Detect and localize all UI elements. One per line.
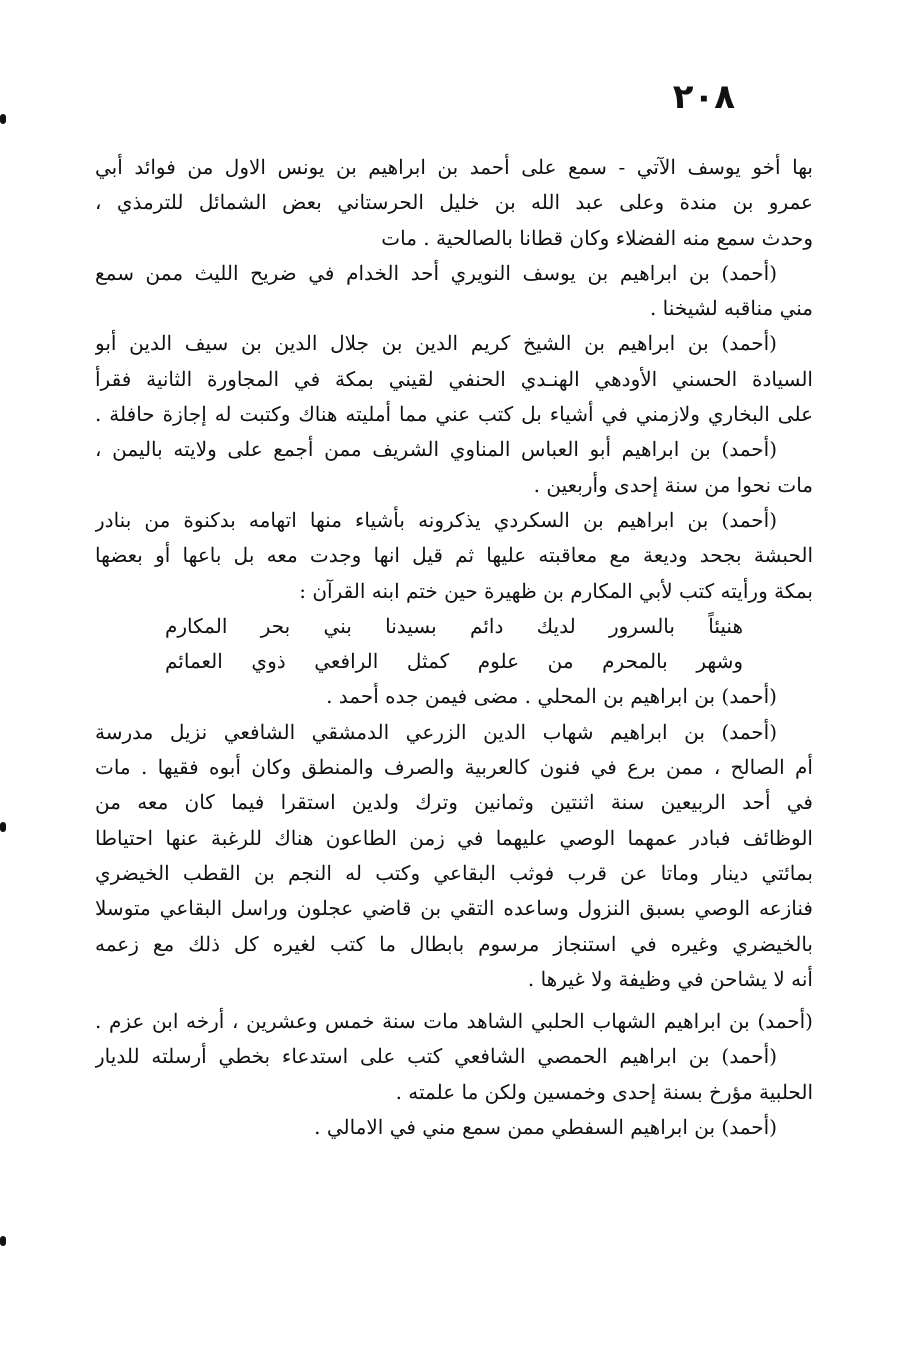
biography-entry: [95, 1039, 813, 1110]
biography-entry: [95, 432, 813, 503]
text-line: (أحمد) بن ابراهيم الشهاب الحلبي الشاهد مات سنة خمس وعشرين ، أرخه ابن عزم .: [95, 1009, 813, 1034]
text-line: مات نحوا من سنة إحدى وأربعين .: [533, 472, 813, 497]
text-line: في أحد الربيعين سنة اثنتين وثمانين وترك ولدين استقرا فيما كان معه من: [95, 790, 813, 815]
text-line: وحدث سمع منه الفضلاء وكان قطانا بالصالحية . مات: [381, 225, 813, 250]
verse-line: وشهر بالمحرم من علوم كمثل الرافعي ذوي العمائم: [165, 649, 743, 674]
text-line: السيادة الحسني الأودهي الهنـدي الحنفي لقيني بمكة في المجاورة الثانية فقرأ: [95, 366, 813, 391]
biography-entry: [95, 256, 813, 327]
scan-edge-mark: [0, 1236, 6, 1246]
text-line: أنه لا يشاحن في وظيفة ولا غيرها .: [527, 966, 813, 991]
text-line: (أحمد) بن ابراهيم أبو العباس المناوي الشريف ممن أجمع على ولايته باليمن ،: [95, 437, 777, 462]
biography-entry: [95, 503, 813, 679]
text-line: (أحمد) بن ابراهيم بن يوسف النويري أحد الخدام في ضريح الليث ممن سمع: [95, 260, 777, 285]
biography-entry: [95, 1004, 813, 1039]
text-line: بمكة ورأيته كتب لأبي المكارم بن ظهيرة حين ختم ابنه القرآن :: [299, 578, 813, 603]
text-line: أم الصالح ، ممن برع في فنون كالعربية والصرف والمنطق وكان أبوه فقيها . مات: [95, 755, 813, 780]
page-number: ٢٠٨: [672, 77, 735, 117]
text-line: (أحمد) بن ابراهيم الحمصي الشافعي كتب على استدعاء بخطي أرسلته للديار: [95, 1044, 777, 1069]
text-line: بمائتي دينار وماتا عن قرب فوثب البقاعي وكتب له النجم بن القطب الخيضري: [95, 860, 813, 885]
scan-edge-mark: [0, 114, 6, 124]
text-line: (أحمد) بن ابراهيم بن السكردي يذكرونه بأشياء منها اتهامه بدكنوة من بنادر: [95, 507, 777, 532]
text-line: فنازعه الوصي بسبق النزول وساعده التقي بن قاضي عجلون وراسل البقاعي متوسلا: [95, 896, 813, 921]
text-line: مني مناقبه لشيخنا .: [649, 296, 813, 321]
biography-entry: [95, 679, 813, 714]
text-line: (أحمد) بن ابراهيم بن المحلي . مضى فيمن جده أحمد .: [326, 684, 777, 709]
verse-line: هنيئاً بالسرور لديك دائم بسيدنا بني بحر المكارم: [165, 613, 743, 638]
text-line: (أحمد) بن ابراهيم شهاب الدين الزرعي الدمشقي الشافعي نزيل مدرسة: [95, 719, 777, 744]
text-line: بها أخو يوسف الآتي - سمع على أحمد بن ابراهيم بن يونس الاول من فوائد أبي: [95, 155, 813, 179]
text-line: الوظائف فبادر عمهما الوصي عليهما في زمن الطاعون هناك للرغبة عنها احتياطا: [95, 825, 813, 850]
text-line: عمرو بن مندة وعلى عبد الله بن خليل الحرستاني بعض الشمائل للترمذي ،: [95, 190, 813, 215]
text-line: الحلبية مؤرخ بسنة إحدى وخمسين ولكن ما علمته .: [395, 1079, 813, 1104]
biography-entry: [95, 715, 813, 997]
biography-entry: [95, 1110, 813, 1145]
text-line: (أحمد) بن ابراهيم السفطي ممن سمع مني في الامالي .: [314, 1115, 777, 1140]
scan-edge-mark: [0, 822, 6, 832]
body-text: [95, 150, 813, 1145]
biography-entry: [95, 150, 813, 256]
biography-entry: [95, 326, 813, 432]
text-line: الحبشة بجحد وديعة مع معاقبته عليها ثم قيل انها وجدت معه بل باعها أو بعضها: [95, 543, 813, 568]
text-line: بالخيضري وغيره في استنجاز مرسوم بابطال ما كتب لغيره كل ذلك مع زعمه: [95, 931, 813, 956]
text-line: (أحمد) بن ابراهيم بن الشيخ كريم الدين بن جلال الدين بن سيف الدين أبو: [95, 331, 777, 356]
text-line: على البخاري ولازمني في أشياء بل كتب عني مما أمليته هناك وكتبت له إجازة حافلة .: [95, 402, 813, 427]
